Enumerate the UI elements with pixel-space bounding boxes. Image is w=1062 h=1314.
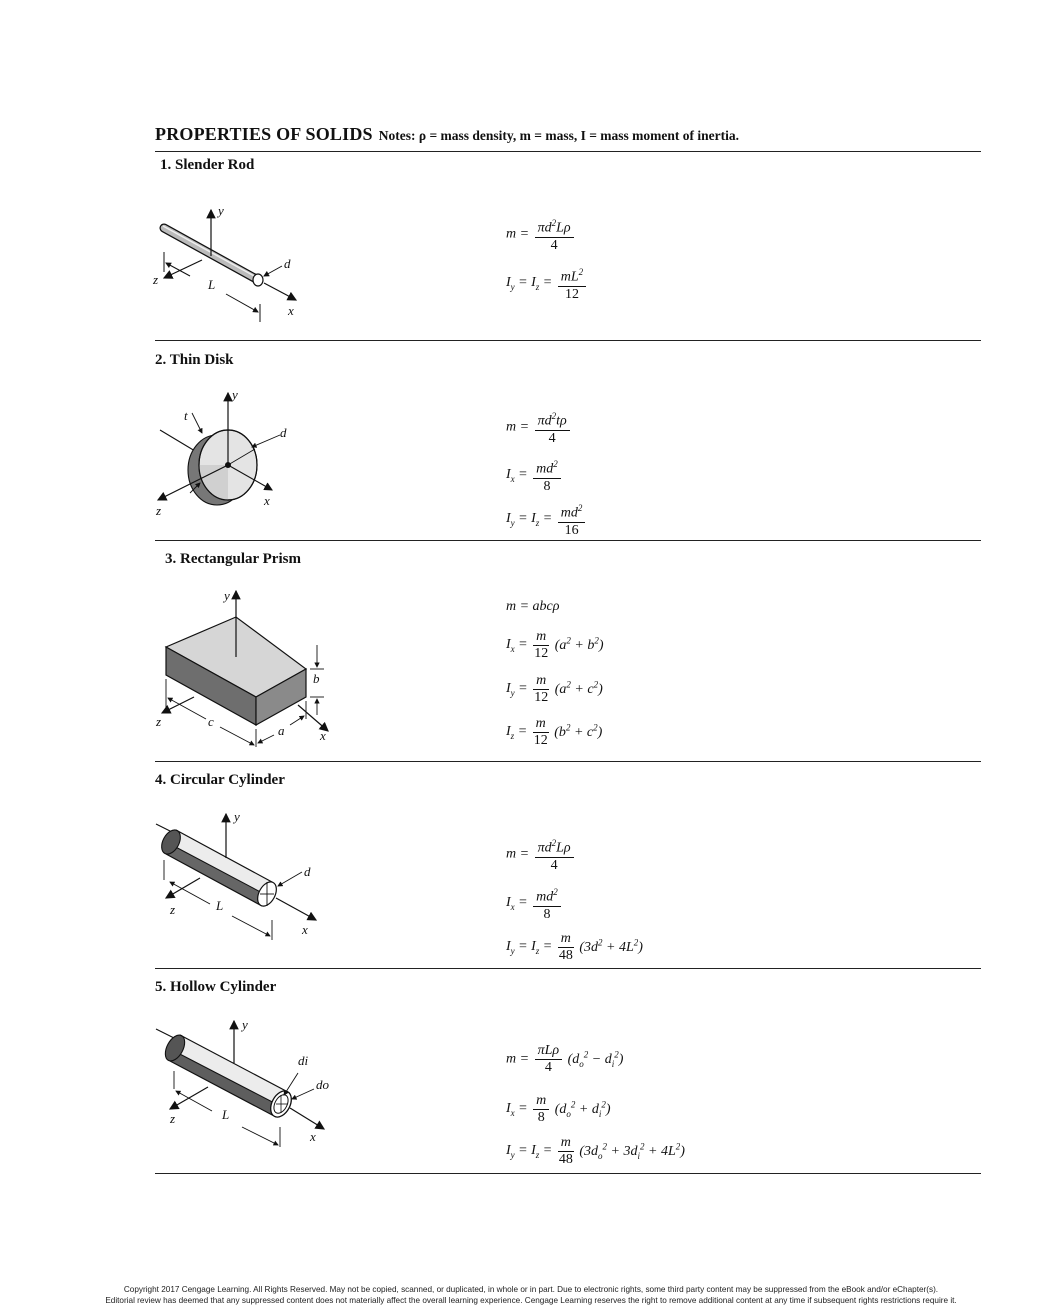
equation-ix: $I_x$ = $\frac{md^2}{8}$ (506, 456, 563, 495)
circular-cylinder-figure (150, 808, 325, 943)
divider (155, 1173, 981, 1174)
equation-iy-iz: $I_y = I_z$ = $\frac{m}{48}$ $(3d_o^2 + 3d_i^2 + 4L^2)$ (506, 1135, 685, 1167)
equation-mass: m = $\frac{\pi d^2L\rho}{4}$ (506, 215, 576, 254)
equation-mass: m = $\frac{\pi d^2L\rho}{4}$ (506, 835, 576, 874)
section-title-hollow-cylinder: 5. Hollow Cylinder (155, 979, 277, 995)
label-x: x (264, 493, 270, 508)
thin-disk-figure (150, 385, 300, 520)
label-z: z (156, 503, 162, 518)
label-x: x (288, 303, 294, 318)
label-d: d (304, 864, 311, 879)
label-t: t (184, 408, 188, 423)
copyright-footer (0, 1284, 1062, 1306)
divider (155, 151, 981, 152)
label-x: x (320, 728, 326, 743)
equation-iy-iz: $I_y = I_z$ = $\frac{md^2}{16}$ (506, 500, 587, 539)
equation-iz: $I_z$ = $\frac{m}{12}$ $(b^2 + c^2)$ (506, 716, 603, 748)
label-L: L (216, 898, 224, 913)
label-z: z (170, 1111, 176, 1126)
label-c: c (208, 714, 214, 729)
equation-ix: $I_x$ = $\frac{m}{8}$ $(d_o^2 + d_i^2)$ (506, 1093, 611, 1125)
label-d: d (280, 425, 287, 440)
equation-mass: m = $\frac{\text{πLρ}}{4}$ $(d_o^2 - d_i^2)$ (506, 1043, 624, 1075)
page-title: PROPERTIES OF SOLIDS (155, 124, 373, 144)
section-title-thin-disk: 2. Thin Disk (155, 352, 234, 368)
footer-line-2: Editorial review has deemed that any suppressed content does not materially affect the overall learning experience. Cengage Learning reserves the right to remove additional content at any time if subsequent rights restrictions require it. (105, 1296, 957, 1305)
label-y: y (232, 387, 238, 402)
rectangular-prism-figure (150, 585, 340, 750)
page-heading (155, 124, 739, 145)
equation-iy: $I_y$ = $\frac{m}{12}$ $(a^2 + c^2)$ (506, 673, 603, 705)
label-do: do (316, 1077, 329, 1092)
equation-mass-text: m = abcρ (506, 599, 560, 614)
divider (155, 540, 981, 541)
equation-mass: m = $\frac{\pi d^2t\rho}{4}$ (506, 408, 572, 447)
divider (155, 761, 981, 762)
equation-inertia: $I_y = I_z$ = $\frac{mL^2}{12}$ (506, 264, 588, 303)
section-title-circular-cylinder: 4. Circular Cylinder (155, 772, 285, 788)
footer-line-1: Copyright 2017 Cengage Learning. All Rights Reserved. May not be copied, scanned, or duplicated, in whole or in part. Due to electronic rights, some third party content may be suppressed from the eBook and/or eChapter(s). (123, 1285, 939, 1294)
label-y: y (234, 809, 240, 824)
hollow-cylinder-figure (150, 1015, 335, 1150)
label-x: x (302, 922, 308, 937)
label-L: L (208, 277, 216, 292)
label-di: di (298, 1053, 309, 1068)
label-y: y (242, 1017, 248, 1032)
equation-ix: $I_x$ = $\frac{md^2}{8}$ (506, 884, 563, 923)
label-y: y (224, 588, 230, 603)
divider (155, 968, 981, 969)
equation-mass (506, 599, 560, 615)
slender-rod-figure (150, 200, 320, 325)
equation-iy-iz: $I_y = I_z$ = $\frac{m}{48}$ $(3d^2 + 4L^2)$ (506, 931, 643, 963)
label-d: d (284, 256, 291, 271)
label-z: z (170, 902, 176, 917)
label-x: x (310, 1129, 316, 1144)
label-b: b (313, 671, 320, 686)
label-a: a (278, 723, 285, 738)
heading-notes: Notes: ρ = mass density, m = mass, I = mass moment of inertia. (378, 128, 740, 143)
label-L: L (222, 1107, 230, 1122)
label-y: y (218, 203, 224, 218)
section-title-slender-rod: 1. Slender Rod (160, 157, 255, 173)
equation-ix: $I_x$ = $\frac{m}{12}$ $(a^2 + b^2)$ (506, 629, 604, 661)
label-z: z (156, 714, 162, 729)
label-z: z (153, 272, 159, 287)
divider (155, 340, 981, 341)
section-title-rectangular-prism: 3. Rectangular Prism (165, 551, 301, 567)
